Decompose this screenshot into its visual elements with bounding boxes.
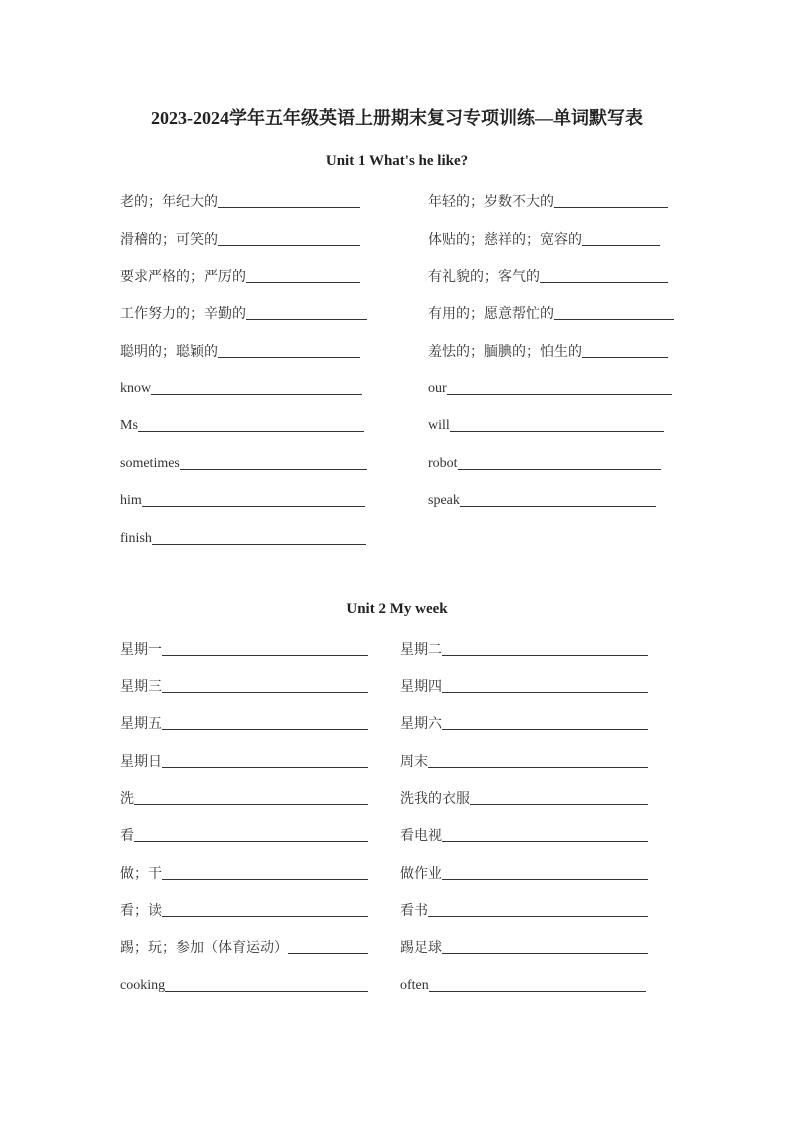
word-row bbox=[400, 935, 648, 957]
word-row bbox=[400, 786, 648, 808]
word-row bbox=[120, 973, 368, 995]
word-row bbox=[428, 376, 672, 398]
word-prompt: know bbox=[120, 381, 152, 396]
answer-blank[interactable] bbox=[429, 990, 646, 992]
word-row bbox=[120, 898, 368, 920]
word-prompt: 做作业 bbox=[400, 866, 442, 882]
word-row bbox=[400, 898, 648, 920]
word-prompt: 星期五 bbox=[120, 716, 162, 732]
answer-blank[interactable] bbox=[582, 244, 660, 246]
word-row bbox=[120, 711, 368, 733]
word-row bbox=[428, 301, 674, 323]
word-prompt: 星期四 bbox=[400, 679, 442, 695]
word-row bbox=[428, 339, 668, 361]
word-prompt: him bbox=[120, 493, 142, 508]
answer-blank[interactable] bbox=[458, 468, 661, 470]
word-prompt: 羞怯的；腼腆的；怕生的 bbox=[428, 344, 582, 360]
word-prompt: Ms bbox=[120, 418, 138, 433]
answer-blank[interactable] bbox=[218, 244, 360, 246]
word-row bbox=[120, 189, 360, 211]
answer-blank[interactable] bbox=[151, 393, 362, 395]
answer-blank[interactable] bbox=[442, 654, 648, 656]
answer-blank[interactable] bbox=[218, 206, 360, 208]
word-prompt: 看书 bbox=[400, 903, 428, 919]
answer-blank[interactable] bbox=[442, 878, 648, 880]
word-prompt: 洗 bbox=[120, 791, 134, 807]
word-prompt: 看电视 bbox=[400, 828, 442, 844]
word-row bbox=[400, 637, 648, 659]
word-row bbox=[400, 861, 648, 883]
answer-blank[interactable] bbox=[162, 766, 368, 768]
answer-blank[interactable] bbox=[246, 318, 367, 320]
word-row bbox=[120, 823, 368, 845]
answer-blank[interactable] bbox=[162, 915, 368, 917]
word-prompt: often bbox=[400, 978, 429, 993]
word-row bbox=[428, 488, 656, 510]
word-row bbox=[428, 413, 664, 435]
answer-blank[interactable] bbox=[162, 691, 368, 693]
answer-blank[interactable] bbox=[180, 468, 367, 470]
answer-blank[interactable] bbox=[554, 206, 668, 208]
word-row bbox=[120, 376, 362, 398]
answer-blank[interactable] bbox=[582, 356, 668, 358]
answer-blank[interactable] bbox=[428, 915, 648, 917]
answer-blank[interactable] bbox=[428, 766, 648, 768]
answer-blank[interactable] bbox=[540, 281, 668, 283]
word-prompt: speak bbox=[428, 493, 460, 508]
word-prompt: 体贴的；慈祥的；宽容的 bbox=[428, 232, 582, 248]
answer-blank[interactable] bbox=[152, 543, 366, 545]
answer-blank[interactable] bbox=[447, 393, 672, 395]
word-prompt: 有用的；愿意帮忙的 bbox=[428, 306, 554, 322]
word-prompt: 老的；年纪大的 bbox=[120, 194, 218, 210]
answer-blank[interactable] bbox=[442, 952, 648, 954]
word-row bbox=[120, 861, 368, 883]
answer-blank[interactable] bbox=[142, 505, 365, 507]
page-title: 2023-2024学年五年级英语上册期末复习专项训练—单词默写表 bbox=[151, 108, 643, 128]
word-row bbox=[120, 413, 364, 435]
word-row bbox=[400, 973, 646, 995]
word-prompt: 做；干 bbox=[120, 866, 162, 882]
word-prompt: 踢足球 bbox=[400, 940, 442, 956]
word-row bbox=[120, 637, 368, 659]
word-row bbox=[120, 786, 368, 808]
word-prompt: 看 bbox=[120, 828, 134, 844]
word-prompt: 看；读 bbox=[120, 903, 162, 919]
word-row bbox=[120, 301, 367, 323]
word-prompt: 周末 bbox=[400, 754, 428, 770]
answer-blank[interactable] bbox=[138, 430, 364, 432]
word-prompt: 洗我的衣服 bbox=[400, 791, 470, 807]
answer-blank[interactable] bbox=[162, 728, 368, 730]
answer-blank[interactable] bbox=[162, 654, 368, 656]
word-row bbox=[120, 749, 368, 771]
unit2-heading: Unit 2 My week bbox=[346, 601, 448, 617]
word-row bbox=[400, 749, 648, 771]
word-prompt: our bbox=[428, 381, 447, 396]
word-row bbox=[120, 451, 367, 473]
word-row bbox=[428, 264, 668, 286]
answer-blank[interactable] bbox=[450, 430, 664, 432]
word-prompt: sometimes bbox=[120, 456, 180, 471]
answer-blank[interactable] bbox=[288, 952, 368, 954]
word-prompt: finish bbox=[120, 531, 152, 546]
word-row bbox=[120, 339, 360, 361]
word-prompt: 星期一 bbox=[120, 642, 162, 658]
answer-blank[interactable] bbox=[134, 803, 368, 805]
word-row bbox=[120, 674, 368, 696]
word-prompt: 星期三 bbox=[120, 679, 162, 695]
word-row bbox=[400, 823, 648, 845]
word-prompt: 有礼貌的；客气的 bbox=[428, 269, 540, 285]
word-prompt: 滑稽的；可笑的 bbox=[120, 232, 218, 248]
word-row bbox=[400, 674, 648, 696]
word-row bbox=[120, 526, 366, 548]
answer-blank[interactable] bbox=[165, 990, 368, 992]
answer-blank[interactable] bbox=[246, 281, 360, 283]
answer-blank[interactable] bbox=[218, 356, 360, 358]
word-row bbox=[120, 264, 360, 286]
word-prompt: 踢；玩；参加（体育运动） bbox=[120, 940, 288, 956]
word-prompt: will bbox=[428, 418, 450, 433]
word-row bbox=[120, 488, 365, 510]
word-prompt: 星期日 bbox=[120, 754, 162, 770]
word-row bbox=[120, 227, 360, 249]
word-prompt: robot bbox=[428, 456, 458, 471]
word-row bbox=[400, 711, 648, 733]
word-prompt: 聪明的；聪颖的 bbox=[120, 344, 218, 360]
answer-blank[interactable] bbox=[162, 878, 368, 880]
answer-blank[interactable] bbox=[460, 505, 656, 507]
answer-blank[interactable] bbox=[134, 840, 368, 842]
word-prompt: 要求严格的；严厉的 bbox=[120, 269, 246, 285]
word-prompt: 工作努力的；辛勤的 bbox=[120, 306, 246, 322]
word-row bbox=[428, 189, 668, 211]
word-prompt: cooking bbox=[120, 978, 166, 993]
word-row bbox=[428, 451, 661, 473]
word-row bbox=[428, 227, 660, 249]
word-prompt: 星期六 bbox=[400, 716, 442, 732]
answer-blank[interactable] bbox=[442, 840, 648, 842]
answer-blank[interactable] bbox=[554, 318, 674, 320]
answer-blank[interactable] bbox=[442, 691, 648, 693]
word-prompt: 年轻的；岁数不大的 bbox=[428, 194, 554, 210]
answer-blank[interactable] bbox=[442, 728, 648, 730]
unit1-heading: Unit 1 What's he like? bbox=[325, 153, 469, 169]
word-row bbox=[120, 935, 368, 957]
word-prompt: 星期二 bbox=[400, 642, 442, 658]
answer-blank[interactable] bbox=[470, 803, 648, 805]
